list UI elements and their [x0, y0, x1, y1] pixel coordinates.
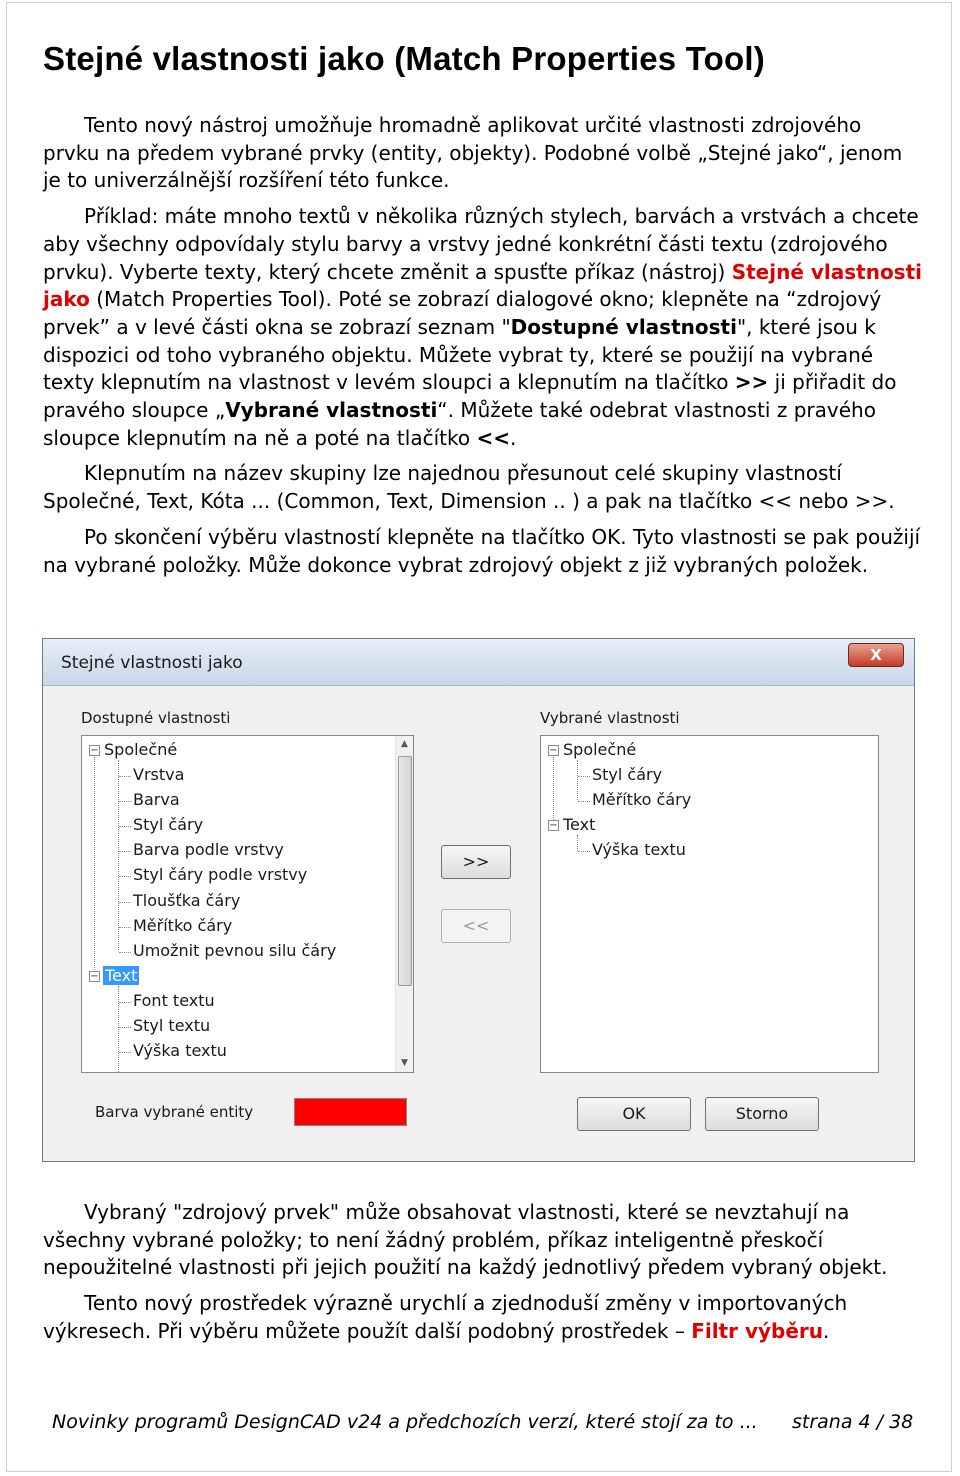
tree-line [94, 752, 95, 978]
tree-line [578, 801, 590, 802]
collapse-icon[interactable]: − [90, 745, 99, 756]
match-properties-dialog [42, 638, 915, 1162]
body-text-bottom [43, 1199, 923, 1354]
selection-filter-link: Filtr výběru [691, 1318, 824, 1343]
tree-line [119, 1027, 131, 1028]
tree-line [119, 851, 131, 852]
available-properties-tree[interactable] [81, 735, 414, 1073]
tree-item[interactable]: Styl čáry podle vrstvy [133, 865, 308, 885]
tree-line [119, 1002, 131, 1003]
tree-line [119, 927, 131, 928]
tree-line [119, 801, 131, 802]
tree-item[interactable]: Měřítko čáry [133, 915, 233, 935]
tree-line [553, 752, 554, 826]
collapse-icon[interactable]: − [90, 971, 99, 982]
tree-group-common[interactable]: Společné [563, 740, 637, 759]
tree-line [118, 986, 119, 1073]
match-properties-link: Stejné vlastnosti jako [43, 259, 923, 312]
footer-title: Novinky programů DesignCAD v24 a předchozích verzí, které stojí za to ... [52, 1411, 758, 1433]
tree-item[interactable]: Umožnit pevnou silu čáry [133, 940, 337, 960]
dialog-title: Stejné vlastnosti jako [61, 653, 243, 673]
tree-line [118, 760, 119, 950]
ok-button[interactable]: OK [577, 1097, 691, 1131]
page-number: strana 4 / 38 [792, 1411, 914, 1433]
tree-group-common[interactable]: Společné [104, 740, 178, 759]
scrollbar-thumb[interactable] [398, 756, 412, 986]
remove-property-button[interactable]: << [441, 909, 511, 943]
scrollbar[interactable] [395, 736, 413, 1072]
cancel-button[interactable]: Storno [705, 1097, 819, 1131]
tree-line [119, 826, 131, 827]
collapse-icon[interactable]: − [549, 745, 558, 756]
paragraph-intro: Tento nový nástroj umožňuje hromadně aplikovat určité vlastnosti zdrojového prvku na předem vybrané prvky (entity, objekty). Podobné volbě „Stejné jako“, jenom je to univerzálnější rozšíření této funkce. [43, 113, 903, 193]
paragraph-conclusion: Tento nový prostředek výrazně urychlí a zjednoduší změny v importovaných výkresech. Při výběru můžete použít další podobný prostředek – Filtr výběru. [43, 1291, 848, 1343]
tree-item[interactable]: Font textu [133, 991, 215, 1010]
tree-line [577, 835, 578, 851]
tree-item[interactable]: Tloušťka čáry [133, 890, 241, 910]
tree-item[interactable]: Barva podle vrstvy [133, 840, 284, 860]
tree-line [119, 776, 131, 777]
tree-line [119, 952, 131, 953]
dialog-titlebar [43, 639, 914, 686]
tree-item[interactable]: Styl čáry [592, 765, 663, 784]
tree-line [578, 851, 590, 852]
tree-item[interactable]: Styl textu [133, 1016, 211, 1036]
tree-line [578, 776, 590, 777]
tree-item[interactable]: Styl čáry [133, 815, 204, 835]
tree-line [119, 902, 131, 903]
selected-properties-label: Vybrané vlastnosti [540, 709, 680, 727]
tree-item[interactable]: Vrstva [133, 765, 185, 784]
tree-line [119, 876, 131, 877]
tree-item[interactable]: Barva [133, 790, 180, 810]
close-button[interactable]: X [848, 643, 904, 667]
paragraph-source: Vybraný "zdrojový prvek" může obsahovat vlastnosti, které se nevztahují na všechny vybrané položky; to není žádný problém, příkaz inteligentně přeskočí nepoužitelné vlastnosti při jejich použití na každý jednotlivý předem vybraný objekt. [43, 1200, 888, 1280]
collapse-icon[interactable]: − [549, 820, 558, 831]
tree-group-text[interactable]: Text [105, 966, 138, 985]
scroll-up-icon[interactable]: ▲ [401, 739, 408, 749]
paragraph-groups: Klepnutím na název skupiny lze najednou přesunout celé skupiny vlastností Společné, Text, Kóta ... (Common, Text, Dimension .. ) a pak na tlačítko << nebo >>. [43, 461, 895, 514]
tree-group-text[interactable]: Text [563, 815, 596, 834]
available-properties-label: Dostupné vlastnosti [81, 709, 231, 727]
selected-properties-tree[interactable] [540, 735, 879, 1073]
page-title: Stejné vlastnosti jako (Match Properties Tool) [43, 40, 765, 77]
tree-item[interactable]: Výška textu [592, 840, 686, 859]
paragraph-example: Příklad: máte mnoho textů v několika různých stylech, barvách a vrstvách a chcete aby všechny odpovídaly stylu barvy a vrstvy jedné konkrétní části textu (zdrojového prvku). Vyberte texty, který chcete změnit a spusťte příkaz (nástroj) Stejné vlastnosti jako (Match Properties Tool). Poté se zobrazí dialogové okno; klepněte na “zdrojový prvek” a v levé části okna se zobrazí seznam "Dostupné vlastnosti", které jsou k dispozici od toho vybraného objektu. Můžete vybrat ty, které se použijí na vybrané texty klepnutím na vlastnost v levém sloupci a klepnutím na tlačítko >> ji přiřadit do pravého sloupce „Vybrané vlastnosti“. Můžete také odebrat vlastnosti z pravého sloupce klepnutím na ně a poté na tlačítko <<. [43, 204, 923, 450]
entity-color-swatch[interactable] [294, 1098, 407, 1126]
scroll-down-icon[interactable]: ▼ [401, 1058, 408, 1068]
add-property-button[interactable]: >> [441, 845, 511, 879]
tree-item[interactable]: Měřítko čáry [592, 790, 692, 810]
paragraph-finish: Po skončení výběru vlastností klepněte na tlačítko OK. Tyto vlastnosti se pak použijí na vybrané položky. Může dokonce vybrat zdrojový objekt z již vybraných položek. [43, 524, 921, 577]
tree-line [119, 1052, 131, 1053]
body-text-top [43, 112, 923, 587]
tree-line [577, 760, 578, 800]
dialog-client [52, 687, 905, 1152]
tree-item[interactable]: Výška textu [133, 1041, 227, 1061]
entity-color-label: Barva vybrané entity [95, 1103, 254, 1121]
